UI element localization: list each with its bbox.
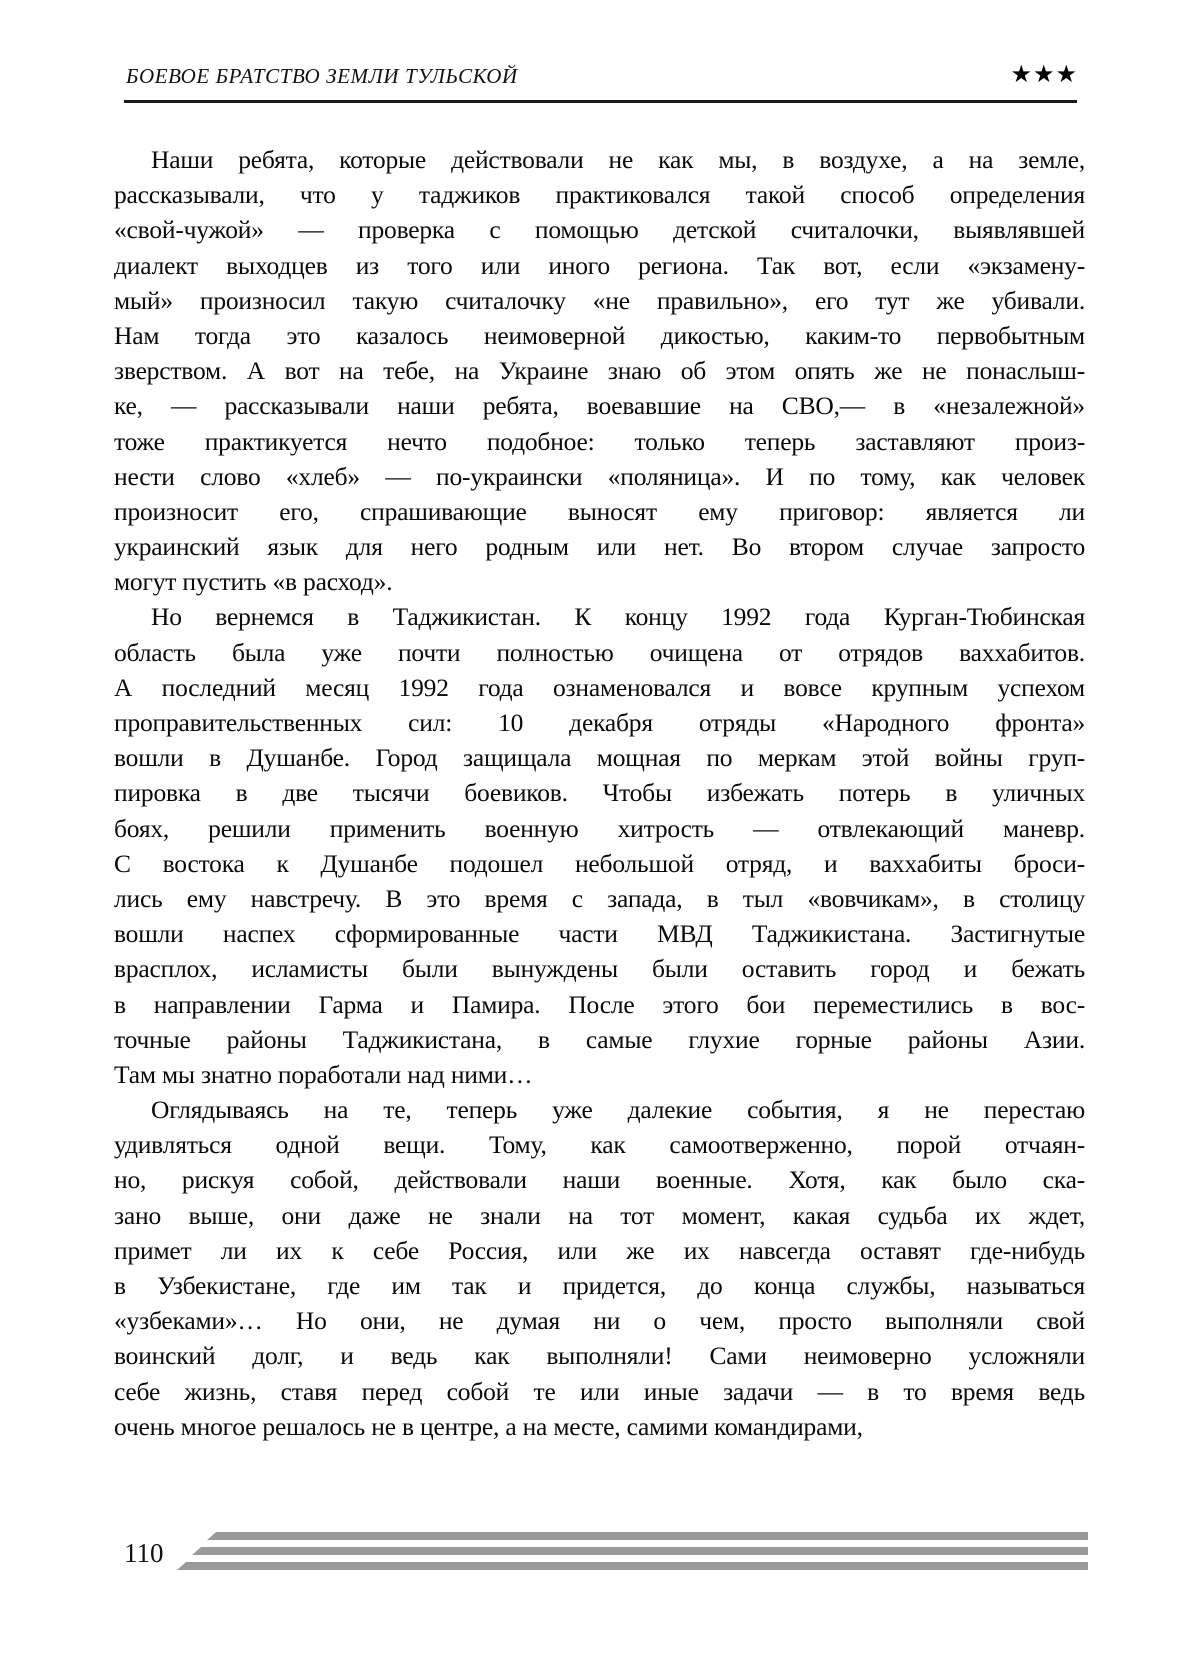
text-line: диалект выходцев из того или иного региона. Так вот, если «экзамену-	[114, 250, 1085, 280]
text-line: Нам тогда это казалось неимоверной дикостью, каким-то первобытным	[114, 320, 1085, 350]
text-line: украинский язык для него родным или нет. Во втором случае запросто	[114, 532, 1085, 562]
text-line: лись ему навстречу. В это время с запада, в тыл «вовчикам», в столицу	[114, 883, 1085, 913]
text-line: ке, — рассказывали наши ребята, воевавшие на СВО,— в «незалежной»	[114, 391, 1085, 421]
text-line: боях, решили применить военную хитрость — отвлекающий маневр.	[114, 813, 1085, 843]
text-line: себе жизнь, ставя перед собой те или иные задачи — в то время ведь	[114, 1376, 1085, 1406]
footer-stripe	[207, 1532, 1088, 1540]
text-line: примет ли их к себе Россия, или же их навсегда оставят где-нибудь	[114, 1235, 1085, 1265]
text-line: Наши ребята, которые действовали не как мы, в воздухе, а на земле,	[151, 145, 1085, 174]
text-line: А последний месяц 1992 года ознаменовался и вовсе крупным успехом	[114, 672, 1085, 702]
text-line: воинский долг, и ведь как выполняли! Сами неимоверно усложняли	[114, 1341, 1085, 1371]
text-line: вошли наспех сформированные части МВД Таджикистана. Застигнутые	[114, 919, 1085, 949]
text-line: вошли в Душанбе. Город защищала мощная по меркам этой войны груп-	[114, 743, 1085, 773]
text-line: область была уже почти полностью очищена от отрядов ваххабитов.	[114, 637, 1085, 667]
text-line: С востока к Душанбе подошел небольшой отряд, и ваххабиты броси-	[114, 848, 1085, 878]
text-line: «свой-чужой» — проверка с помощью детской считалочки, выявлявшей	[114, 215, 1085, 245]
header-rule	[124, 100, 1077, 103]
text-line: нести слово «хлеб» — по-украински «поляница». И по тому, как человек	[114, 461, 1085, 491]
text-line: пировка в две тысячи боевиков. Чтобы избежать потерь в уличных	[114, 778, 1085, 808]
text-line: Но вернемся в Таджикистан. К концу 1992 года Курган-Тюбинская	[151, 602, 1085, 632]
text-line: проправительственных сил: 10 декабря отряды «Народного фронта»	[114, 708, 1085, 737]
body-text	[114, 142, 1085, 1444]
text-line: удивляться одной вещи. Тому, как самоотверженно, порой отчаян-	[114, 1130, 1085, 1160]
text-line: зано выше, они даже не знали на тот момент, какая судьба их ждет,	[114, 1200, 1085, 1230]
text-line: точные районы Таджикистана, в самые глухие горные районы Азии.	[114, 1024, 1085, 1054]
text-line: могут пустить «в расход».	[114, 567, 393, 597]
page-number: 110	[124, 1538, 164, 1568]
text-line: «узбеками»… Но они, не думая ни о чем, просто выполняли свой	[114, 1306, 1085, 1336]
text-line: врасплох, исламисты были вынуждены были оставить город и бежать	[114, 954, 1085, 984]
text-line: в направлении Гарма и Памира. После этого бои переместились в вос-	[114, 989, 1085, 1019]
text-line: в Узбекистане, где им так и придется, до конца службы, называться	[114, 1271, 1085, 1300]
footer-stripe	[177, 1562, 1088, 1570]
text-line: зверством. А вот на тебе, на Украине знаю об этом опять же не понаслыш-	[114, 356, 1085, 386]
running-header-title: БОЕВОЕ БРАТСТВО ЗЕМЛИ ТУЛЬСКОЙ	[126, 64, 518, 88]
text-line: произносит его, спрашивающие выносят ему приговор: является ли	[114, 496, 1085, 526]
text-line: Оглядываясь на те, теперь уже далекие события, я не перестаю	[151, 1095, 1085, 1125]
text-line: но, рискуя собой, действовали наши военные. Хотя, как было ска-	[114, 1165, 1085, 1195]
text-line: Там мы знатно поработали над ними…	[114, 1059, 533, 1089]
three-stars-icon: ★★★	[1010, 60, 1078, 88]
text-line: мый» произносил такую считалочку «не правильно», его тут же убивали.	[114, 285, 1085, 315]
text-line: рассказывали, что у таджиков практиковался такой способ определения	[114, 180, 1085, 210]
text-line: очень многое решалось не в центре, а на месте, самими командирами,	[114, 1411, 863, 1441]
footer-stripe	[192, 1547, 1088, 1555]
text-line: тоже практикуется нечто подобное: только теперь заставляют произ-	[114, 426, 1085, 456]
